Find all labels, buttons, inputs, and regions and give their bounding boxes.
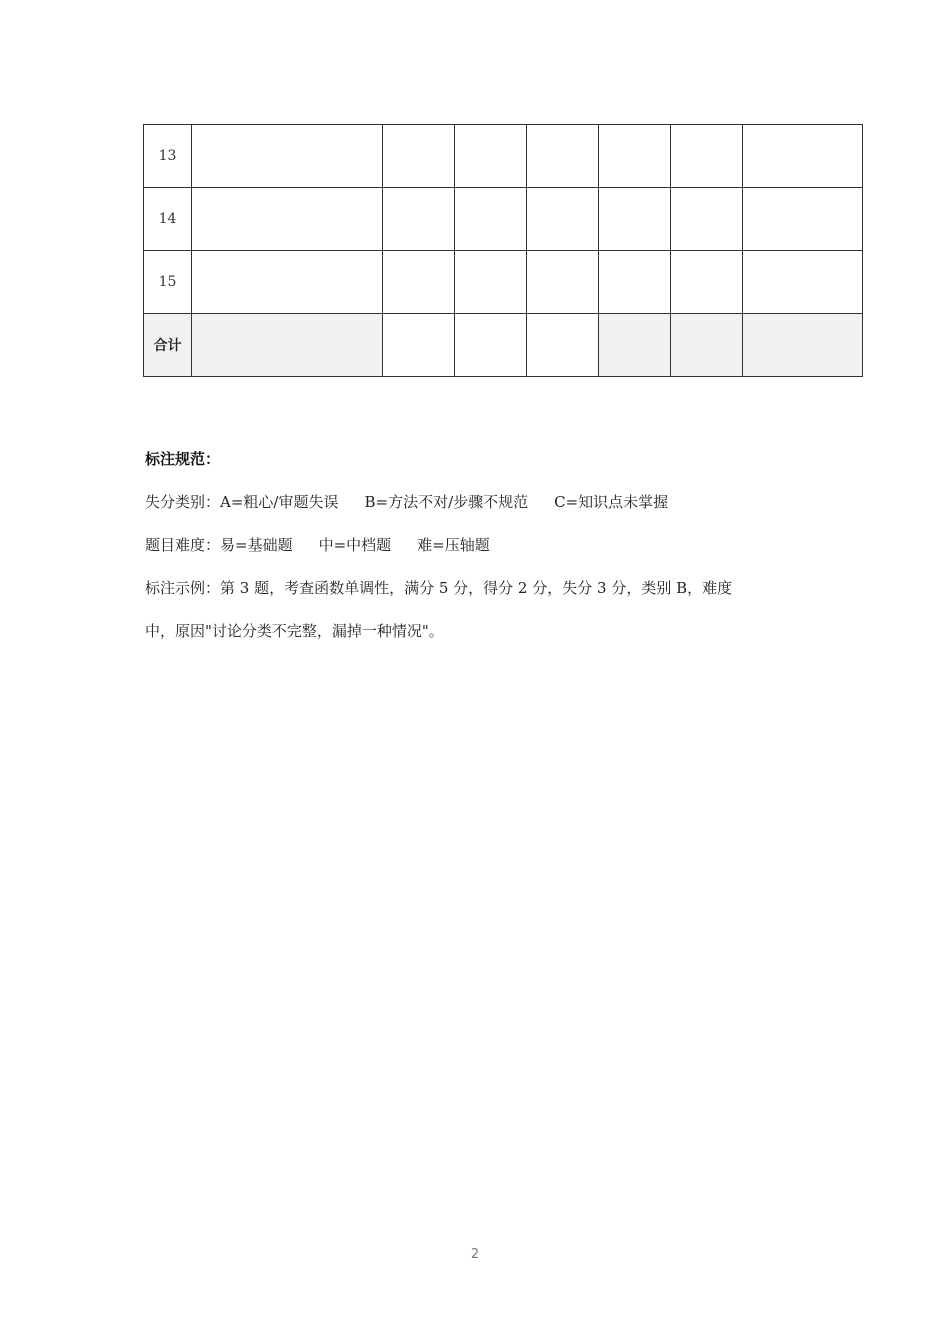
notes-title: 标注规范：	[145, 450, 221, 468]
table-cell	[743, 125, 863, 188]
table-cell	[455, 188, 527, 251]
difficulty-line	[145, 532, 825, 558]
total-row	[144, 314, 863, 377]
example-line-2: 中，原因"讨论分类不完整，漏掉一种情况"。	[145, 622, 444, 640]
difficulty-prefix: 题目难度：	[145, 536, 221, 554]
table-cell	[192, 251, 383, 314]
table-cell	[599, 314, 671, 377]
table-cell	[383, 188, 455, 251]
loss-type-prefix: 失分类别：	[145, 493, 221, 511]
table-row	[144, 125, 863, 188]
loss-type-b: B=方法不对/步骤不规范	[364, 493, 529, 511]
table-row	[144, 251, 863, 314]
difficulty-medium: 中=中档题	[318, 536, 392, 554]
table-cell	[743, 251, 863, 314]
table-cell	[671, 314, 743, 377]
table-cell	[527, 188, 599, 251]
table-cell	[671, 188, 743, 251]
table-cell	[383, 314, 455, 377]
table-cell	[671, 125, 743, 188]
difficulty-easy: 易=基础题	[220, 536, 293, 554]
table-cell	[527, 251, 599, 314]
table-cell	[599, 188, 671, 251]
loss-type-a: A=粗心/审题失误	[220, 493, 339, 511]
table-cell	[599, 251, 671, 314]
question-number-cell: 14	[144, 188, 192, 251]
table-cell	[192, 188, 383, 251]
table-cell	[383, 251, 455, 314]
page-number: 2	[470, 1247, 480, 1262]
table-row	[144, 188, 863, 251]
table-cell	[599, 125, 671, 188]
table-cell	[671, 251, 743, 314]
table-cell	[455, 125, 527, 188]
loss-type-line	[145, 489, 825, 515]
annotation-notes	[145, 446, 825, 661]
table-cell	[527, 125, 599, 188]
table-cell	[743, 314, 863, 377]
score-table	[143, 124, 863, 377]
table-cell	[192, 314, 383, 377]
table-cell	[455, 251, 527, 314]
table-cell	[192, 125, 383, 188]
loss-type-c: C=知识点未掌握	[554, 493, 669, 511]
example-line-1: 标注示例：第 3 题，考查函数单调性，满分 5 分，得分 2 分，失分 3 分，类别 B，难度	[145, 579, 733, 597]
table-cell	[383, 125, 455, 188]
total-label-cell: 合计	[144, 314, 192, 377]
table-cell	[527, 314, 599, 377]
table-cell	[455, 314, 527, 377]
difficulty-hard: 难=压轴题	[417, 536, 490, 554]
question-number-cell: 15	[144, 251, 192, 314]
table-cell	[743, 188, 863, 251]
question-number-cell: 13	[144, 125, 192, 188]
